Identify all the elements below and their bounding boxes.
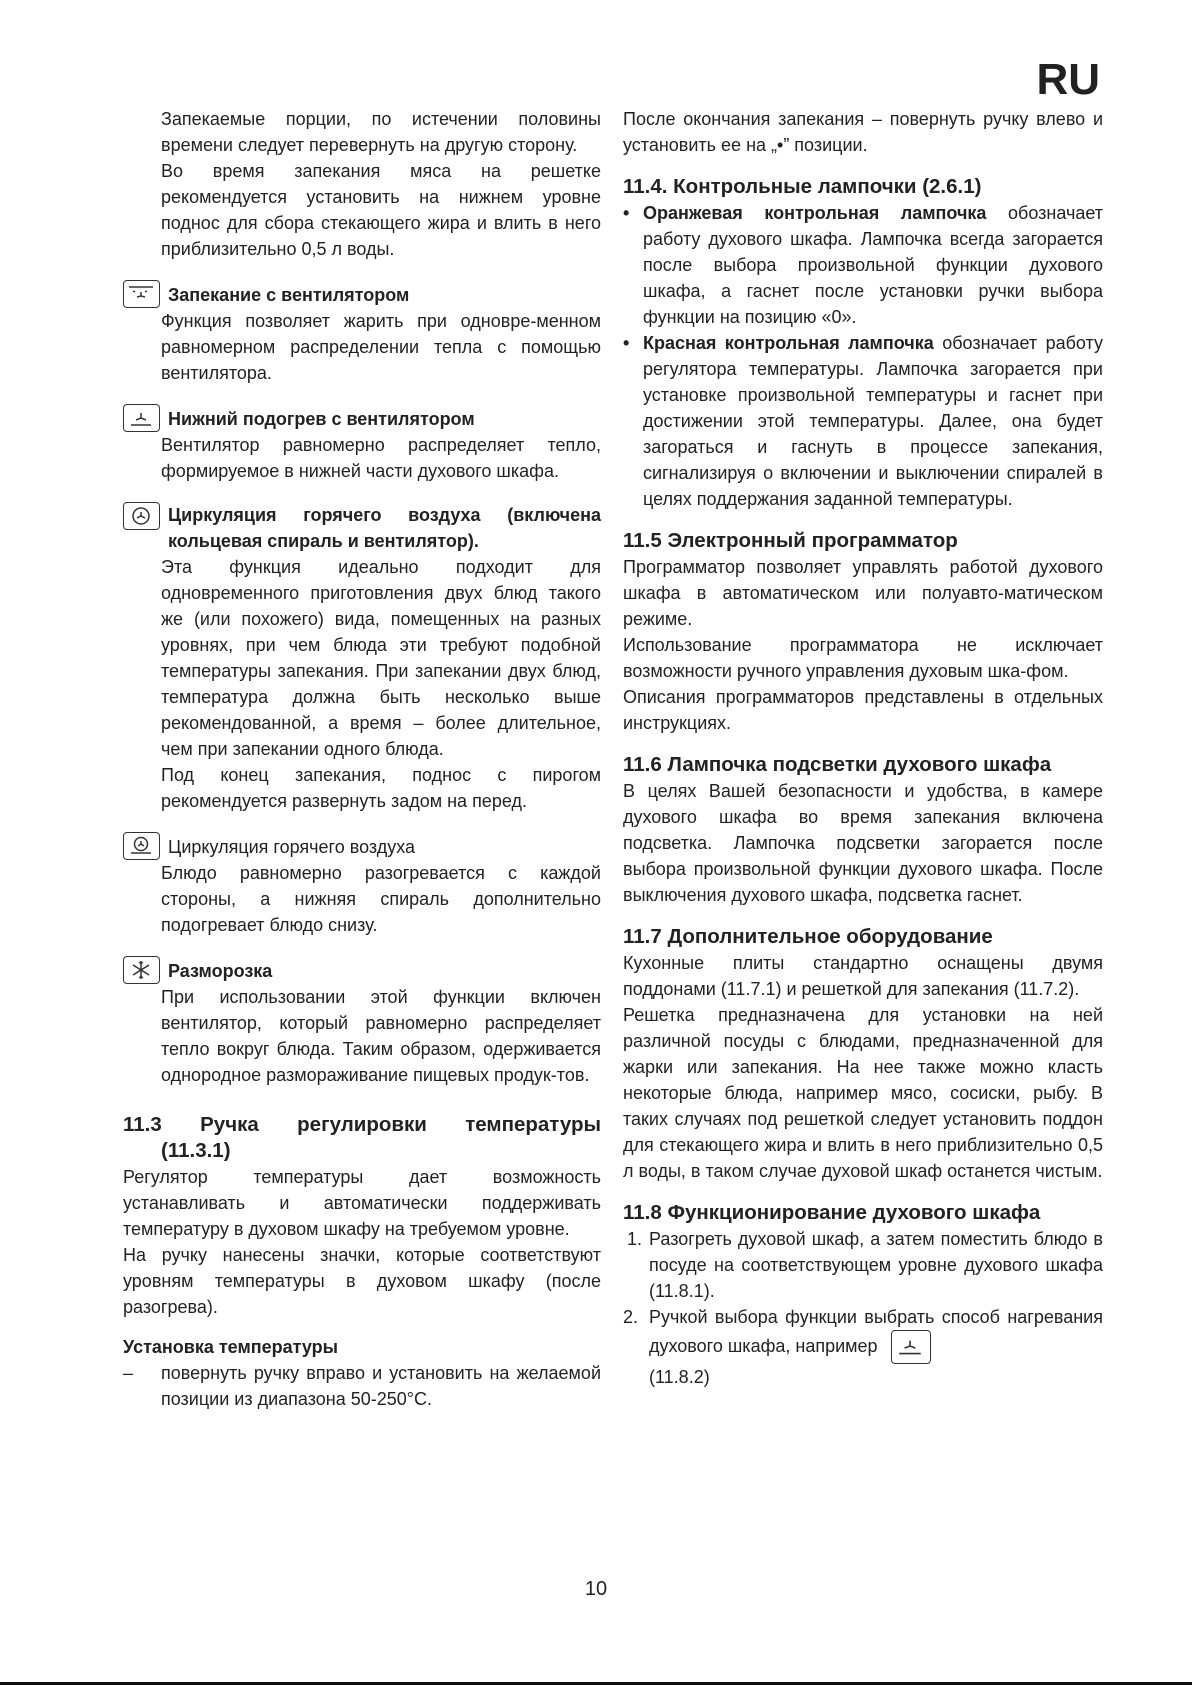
- function-heading-defrost: [123, 956, 601, 984]
- page-number: 10: [584, 1578, 608, 1600]
- paragraph: После окончания запекания – повернуть ручку влево и установить ее на „•” позиции.: [623, 109, 1103, 155]
- section-title: 11.4. Контрольные лампочки (2.6.1): [623, 175, 982, 198]
- function-title: Циркуляция горячего воздуха (включена кольцевая спираль и вентилятор).: [168, 505, 601, 551]
- function-title: Нижний подогрев с вентилятором: [168, 409, 475, 429]
- function-heading-fan-baking: [123, 280, 601, 308]
- function-title: Циркуляция горячего воздуха: [168, 837, 416, 857]
- numbered-item-text: Ручкой выбора функции выбрать способ нагревания духового шкафа, например: [649, 1307, 1103, 1356]
- function-description: Эта функция идеально подходит для одновременного приготовления двух блюд такого же (или похожего) вида, помещенных на разных уровнях, при чем блюда эти требуют подобной температуры запекания. При запекании двух блюд, температура должна быть несколько выше рекомендованной, а время – более длительное, чем при запекании одного блюда.: [161, 557, 601, 759]
- list-item: [123, 1360, 601, 1412]
- numbered-item: [623, 1226, 1103, 1304]
- function-heading-bottom-fan: [123, 404, 601, 432]
- item-number: 1.: [627, 1229, 643, 1249]
- ring-heater-fan-icon: [123, 502, 160, 530]
- paragraph: Использование программатора не исключает возможности ручного управления духовым шка-фом.: [623, 635, 1103, 681]
- function-description: Блюдо равномерно разогревается с каждой стороны, а нижняя спираль дополнительно подогревает блюдо снизу.: [161, 863, 601, 935]
- paragraph: Кухонные плиты стандартно оснащены двумя поддонами (11.7.1) и решеткой для запекания (11.7.2).: [623, 953, 1103, 999]
- fan-grill-icon: [123, 280, 160, 308]
- section-title-continuation: (11.3.1): [161, 1139, 231, 1162]
- paragraph: В целях Вашей безопасности и удобства, в камере духового шкафа во время запекания включена подсветка. Лампочка подсветки загорается после выбора произвольной функции духового шкафа. После выключения духового шкафа, подсветка гаснет.: [623, 781, 1103, 905]
- function-heading-ring-air: [123, 502, 601, 554]
- hot-air-fan-icon: [123, 832, 160, 860]
- paragraph: Во время запекания мяса на решетке рекомендуется установить на нижнем уровне поднос для сбора стекающего жира и влить в него приблизительно 0,5 л воды.: [161, 161, 601, 259]
- list-item: [623, 200, 1103, 330]
- subsection-title: Установка температуры: [123, 1337, 339, 1357]
- bottom-heat-fan-icon: [123, 404, 160, 432]
- left-column: [123, 106, 601, 1412]
- function-title: Разморозка: [168, 961, 273, 981]
- section-title: 11.3 Ручка регулировки температуры: [123, 1113, 601, 1136]
- paragraph: Описания программаторов представлены в отдельных инструкциях.: [623, 687, 1103, 733]
- section-title: 11.7 Дополнительное оборудование: [623, 925, 993, 948]
- numbered-item: [623, 1304, 1103, 1390]
- paragraph: Регулятор температуры дает возможность устанавливать и автоматически поддерживать температуру в духовом шкафу на требуемом уровне.: [123, 1167, 601, 1239]
- defrost-snowflake-icon: [123, 956, 160, 984]
- function-description: При использовании этой функции включен вентилятор, который равномерно распределяет тепло вокруг блюда. Таким образом, одерживается однородное размораживание пищевых продук-тов.: [161, 987, 601, 1085]
- paragraph: Решетка предназначена для установки на ней различной посуды с блюдами, предназначенной для жарки или запекания. На нее также можно класть некоторые блюда, например мясо, сосиски, рыбу. В таких случаях под решеткой следует установить поддон для стекающего жира и влить в него приблизительно 0,5 л воды, в таком случае духовой шкаф останется чистым.: [623, 1005, 1103, 1181]
- bottom-heat-fan-icon: [891, 1330, 931, 1364]
- section-heading-11-3: [123, 1112, 601, 1138]
- section-title: 11.8 Функционирование духового шкафа: [623, 1201, 1041, 1224]
- list-item-text: обозначает работу духового шкафа. Лампочка всегда загорается после выбора произвольной функции духового шкафа, а гаснет после установки ручки выбора функции на позицию «0».: [643, 203, 1103, 327]
- numbered-item-ref: (11.8.2): [649, 1367, 710, 1387]
- numbered-item-text: Разогреть духовой шкаф, а затем поместить блюдо в посуде на соответствующем уровне духового шкафа (11.8.1).: [649, 1229, 1103, 1301]
- language-code: RU: [1036, 55, 1100, 104]
- paragraph: На ручку нанесены значки, которые соответствуют уровням температуры в духовом шкафу (после разогрева).: [123, 1245, 601, 1317]
- bold-term: Оранжевая контрольная лампочка: [643, 203, 987, 223]
- function-title: Запекание с вентилятором: [168, 285, 410, 305]
- bold-term: Красная контрольная лампочка: [643, 333, 934, 353]
- paragraph: Программатор позволяет управлять работой духового шкафа в автоматическом или полуавто-матическом режиме.: [623, 557, 1103, 629]
- function-heading-hot-air: [123, 832, 601, 860]
- paragraph: Запекаемые порции, по истечении половины времени следует перевернуть на другую сторону.: [161, 109, 601, 155]
- section-title: 11.5 Электронный программатор: [623, 529, 958, 552]
- right-column: [623, 106, 1103, 1390]
- list-item-text: обозначает работу регулятора температуры. Лампочка загорается при установке произвольной температуры и гаснет при достижении этой температуры. Далее, она будет загораться и гаснуть в процессе запекания, сигнализируя о включении и выключении спиралей в целях поддержания заданной температуры.: [643, 333, 1103, 509]
- list-item-text: повернуть ручку вправо и установить на желаемой позиции из диапазона 50-250°C.: [161, 1363, 601, 1409]
- item-number: 2.: [623, 1307, 639, 1327]
- function-description: Вентилятор равномерно распределяет тепло, формируемое в нижней части духового шкафа.: [161, 435, 601, 481]
- function-description: Функция позволяет жарить при одновре-менном равномерном распределении тепла с помощью вентилятора.: [161, 311, 601, 383]
- function-description: Под конец запекания, поднос с пирогом рекомендуется развернуть задом на перед.: [161, 765, 601, 811]
- dash-marker: –: [123, 1363, 134, 1383]
- section-title: 11.6 Лампочка подсветки духового шкафа: [623, 753, 1052, 776]
- list-item: [623, 330, 1103, 512]
